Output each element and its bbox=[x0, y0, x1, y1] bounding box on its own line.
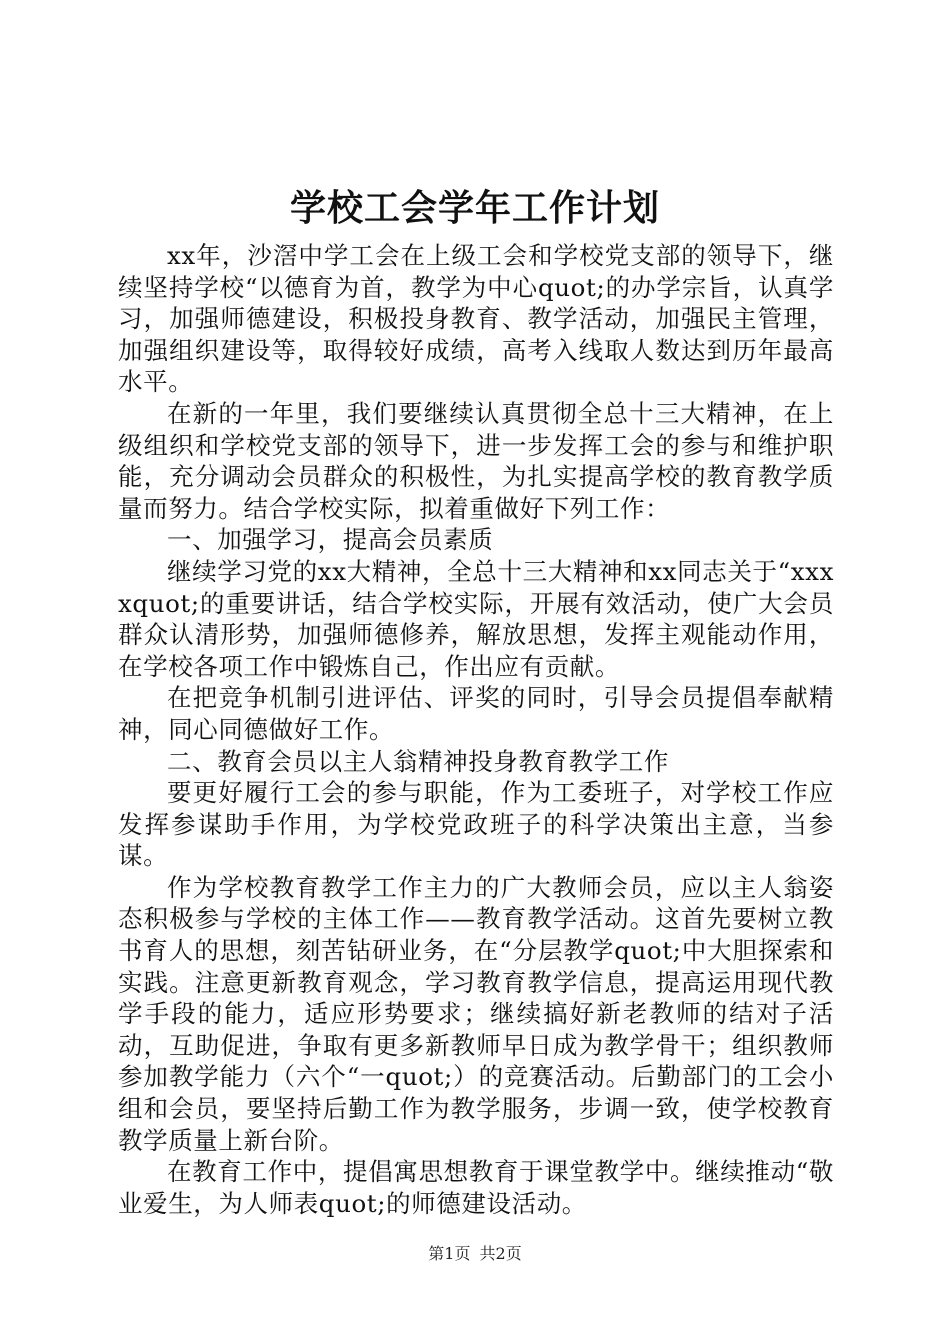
page-footer bbox=[0, 1244, 950, 1264]
paragraph-teachers: 作为学校教育教学工作主力的广大教师会员，应以主人翁姿态积极参与学校的主体工作——教育教学活动。这首先要树立教书育人的思想，刻苦钻研业务，在“分层教学quot;中大胆探索和实践。注意更新教育观念，学习教育教学信息，提高运用现代教学手段的能力，适应形势要求；继续搞好新老教师的结对子活动，互助促进，争取有更多新教师早日成为教学骨干；组织教师参加教学能力（六个“一quot;）的竞赛活动。后勤部门的工会小组和会员，要坚持后勤工作为教学服务，步调一致，使学校教育教学质量上新台阶。 bbox=[118, 872, 834, 1155]
paragraph-study: 继续学习党的xx大精神，全总十三大精神和xx同志关于“xxxxquot;的重要讲话，结合学校实际，开展有效活动，使广大会员群众认清形势，加强师德修养，解放思想，发挥主观能动作用，在学校各项工作中锻炼自己，作出应有贡献。 bbox=[118, 556, 834, 681]
page-number: 第1页 bbox=[428, 1244, 471, 1263]
document-title: 学校工会学年工作计划 bbox=[289, 187, 660, 229]
paragraph-competition: 在把竞争机制引进评估、评奖的同时，引导会员提倡奉献精神，同心同德做好工作。 bbox=[118, 683, 834, 744]
section-heading-2: 二、教育会员以主人翁精神投身教育教学工作 bbox=[167, 746, 669, 776]
paragraph-intro: xx年，沙滘中学工会在上级工会和学校党支部的领导下，继续坚持学校“以德育为首，教学为中心quot;的办学宗旨，认真学习，加强师德建设，积极投身教育、教学活动，加强民主管理，加强组织建设等，取得较好成绩，高考入线取人数达到历年最高水平。 bbox=[118, 241, 834, 397]
section-heading-1: 一、加强学习，提高会员素质 bbox=[167, 525, 494, 555]
paragraph-new-year-goal: 在新的一年里，我们要继续认真贯彻全总十三大精神，在上级组织和学校党支部的领导下，进一步发挥工会的参与和维护职能，充分调动会员群众的积极性，为扎实提高学校的教育教学质量而努力。结合学校实际，拟着重做好下列工作： bbox=[118, 398, 834, 523]
paragraph-participation: 要更好履行工会的参与职能，作为工委班子，对学校工作应发挥参谋助手作用，为学校党政班子的科学决策出主意，当参谋。 bbox=[118, 778, 834, 871]
page-total: 共2页 bbox=[479, 1244, 522, 1263]
paragraph-ethics: 在教育工作中，提倡寓思想教育于课堂教学中。继续推动“敬业爱生，为人师表quot;的师德建设活动。 bbox=[118, 1157, 834, 1218]
document-body bbox=[118, 240, 834, 1219]
